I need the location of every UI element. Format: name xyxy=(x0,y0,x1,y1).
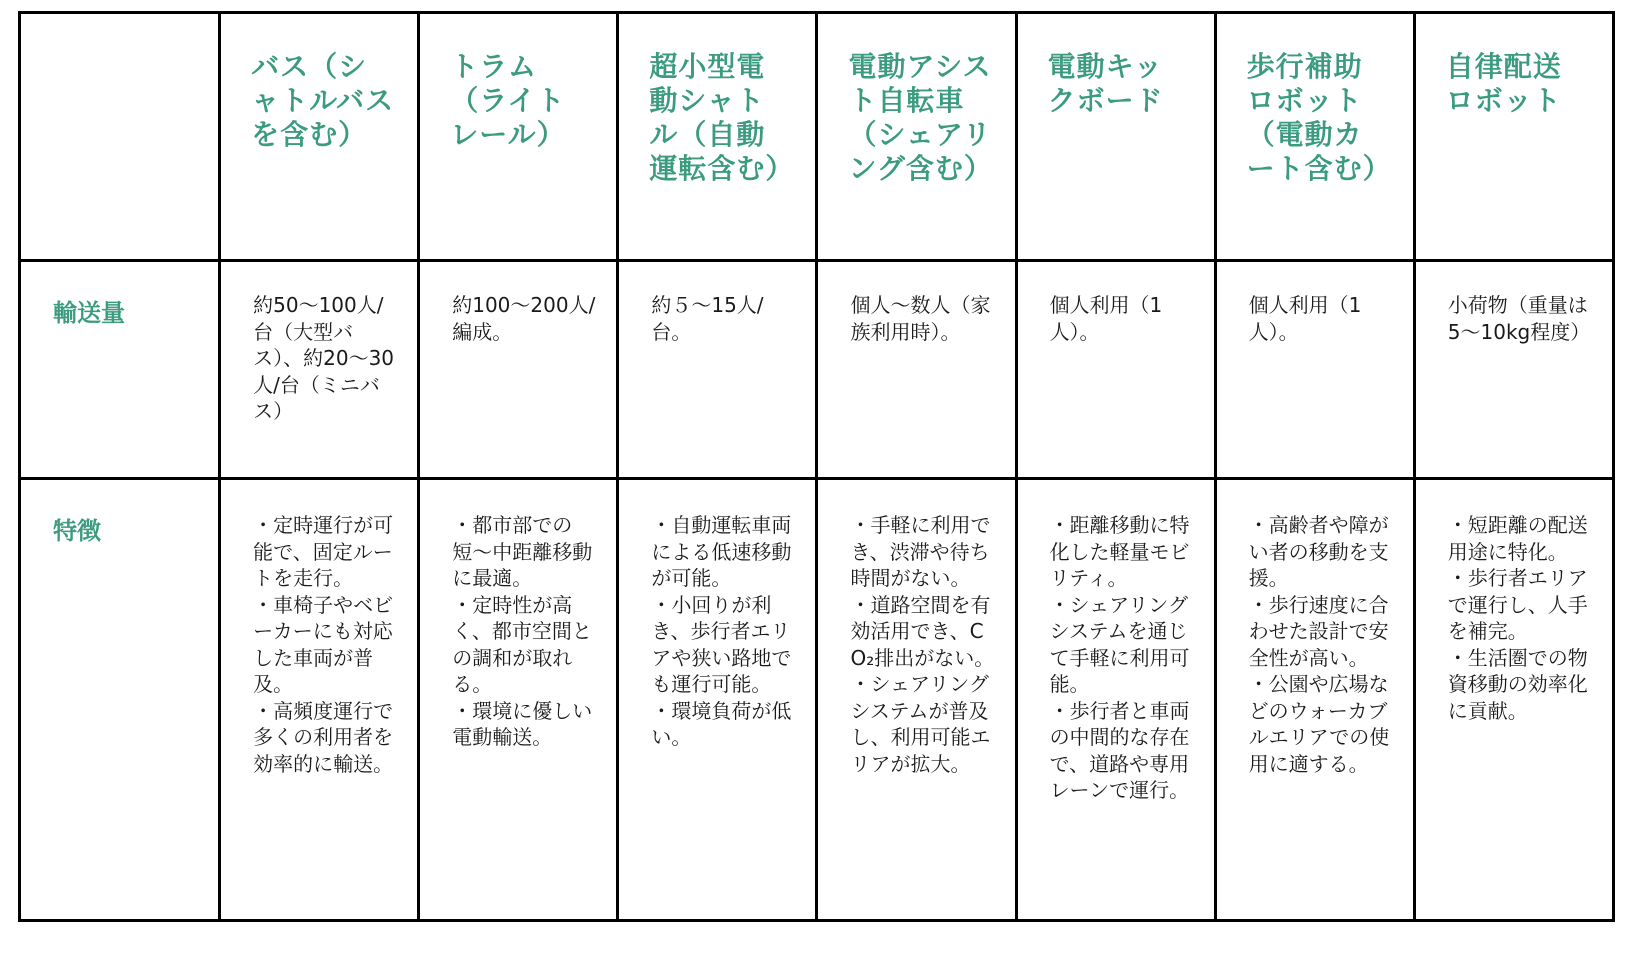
capacity-cell-kickboard: 個人利用（1人）。 xyxy=(1016,261,1215,479)
features-cell-e-bike: ・手軽に利用でき、渋滞や待ち時間がない。 ・道路空間を有効活用でき、CO₂排出がない。 ・シェアリングシステムが普及し、利用可能エリアが拡大。 xyxy=(817,479,1016,921)
capacity-cell-tram: 約100〜200人/編成。 xyxy=(419,261,618,479)
header-cell-micro-shuttle: 超小型電動シャトル（自動運転含む） xyxy=(618,13,817,261)
capacity-cell-delivery-robot: 小荷物（重量は5〜10kg程度） xyxy=(1414,261,1613,479)
features-cell-delivery-robot: ・短距離の配送用途に特化。 ・歩行者エリアで運行し、人手を補完。 ・生活圏での物資移動の効率化に貢献。 xyxy=(1414,479,1613,921)
capacity-row xyxy=(20,261,1614,479)
features-cell-bus: ・定時運行が可能で、固定ルートを走行。 ・車椅子やベビーカーにも対応した車両が普及。 ・高頻度運行で多くの利用者を効率的に輸送。 xyxy=(220,479,419,921)
header-cell-walking-robot: 歩行補助ロボット（電動カート含む） xyxy=(1215,13,1414,261)
header-cell-delivery-robot: 自律配送ロボット xyxy=(1414,13,1613,261)
header-cell-bus: バス（シャトルバスを含む） xyxy=(220,13,419,261)
header-cell-tram: トラム（ライトレール） xyxy=(419,13,618,261)
row-label-capacity: 輸送量 xyxy=(20,261,220,479)
header-cell-kickboard: 電動キックボード xyxy=(1016,13,1215,261)
features-cell-tram: ・都市部での短〜中距離移動に最適。 ・定時性が高く、都市空間との調和が取れる。 ・環境に優しい電動輸送。 xyxy=(419,479,618,921)
features-cell-kickboard: ・距離移動に特化した軽量モビリティ。 ・シェアリングシステムを通じて手軽に利用可能。 ・歩行者と車両の中間的な存在で、道路や専用レーンで運行。 xyxy=(1016,479,1215,921)
capacity-cell-e-bike: 個人〜数人（家族利用時）。 xyxy=(817,261,1016,479)
capacity-cell-walking-robot: 個人利用（1人）。 xyxy=(1215,261,1414,479)
features-cell-micro-shuttle: ・自動運転車両による低速移動が可能。 ・小回りが利き、歩行者エリアや狭い路地でも運行可能。 ・環境負荷が低い。 xyxy=(618,479,817,921)
capacity-cell-bus: 約50〜100人/台（大型バス）、約20〜30人/台（ミニバス） xyxy=(220,261,419,479)
header-row xyxy=(20,13,1614,261)
capacity-cell-micro-shuttle: 約５〜15人/台。 xyxy=(618,261,817,479)
features-cell-walking-robot: ・高齢者や障がい者の移動を支援。 ・歩行速度に合わせた設計で安全性が高い。 ・公園や広場などのウォーカブルエリアでの使用に適する。 xyxy=(1215,479,1414,921)
header-cell-e-bike: 電動アシスト自転車（シェアリング含む） xyxy=(817,13,1016,261)
comparison-table xyxy=(18,11,1615,922)
features-row xyxy=(20,479,1614,921)
corner-cell xyxy=(20,13,220,261)
row-label-features: 特徴 xyxy=(20,479,220,921)
